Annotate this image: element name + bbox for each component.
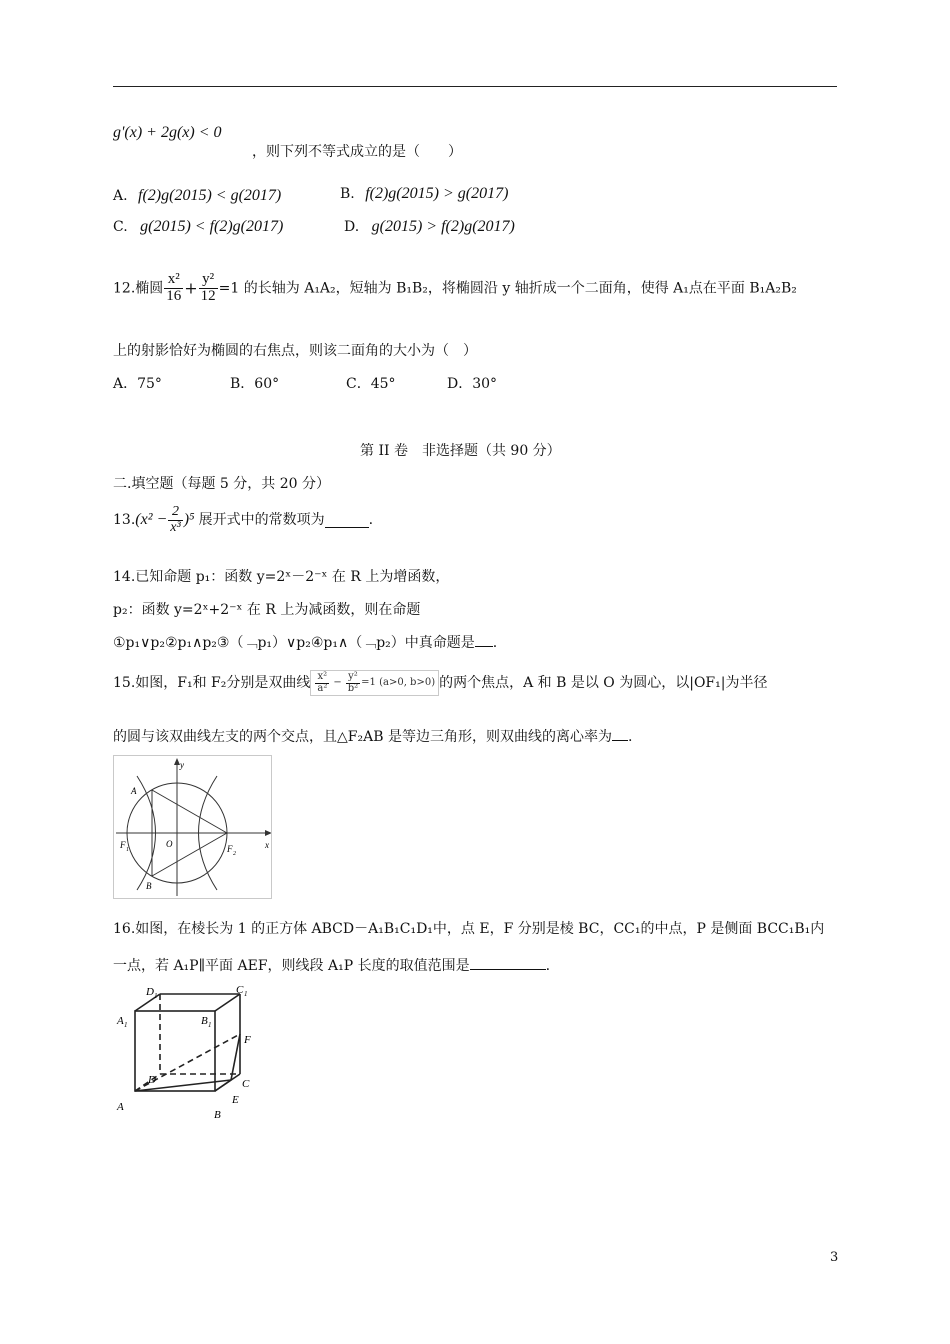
q11-option-b xyxy=(340,185,508,203)
q16-line1: 16.如图，在棱长为 1 的正方体 ABCD－A₁B₁C₁D₁中，点 E，F 分别是棱 BC，CC₁的中点，P 是侧面 BCC₁B₁内 xyxy=(113,921,825,937)
answer-blank[interactable] xyxy=(475,632,493,647)
q16-line2-text: 一点，若 A₁P∥平面 AEF，则线段 A₁P 长度的取值范围是 xyxy=(113,958,470,974)
label-c1-sub: 1 xyxy=(244,990,248,998)
label-e: E xyxy=(232,1094,239,1106)
label-d1: D xyxy=(146,986,154,998)
q11-option-d xyxy=(344,218,515,236)
hyperbola-diagram xyxy=(114,756,271,898)
q14-line2: p₂：函数 y=2ˣ+2⁻ˣ 在 R 上为减函数，则在命题 xyxy=(113,602,421,618)
label-o: O xyxy=(166,839,173,849)
option-expr: f(2)g(2015) < g(2017) xyxy=(138,187,282,204)
label-x: x xyxy=(265,840,269,850)
label-a1-sub: 1 xyxy=(124,1021,128,1029)
page-number: 3 xyxy=(830,1250,839,1265)
q12-option-b: B．60° xyxy=(230,376,280,392)
q12-fraction-y: $\frac{\text{y²}}{12}$ xyxy=(200,271,216,304)
q13-expr-close: )⁵ xyxy=(183,511,195,529)
label-y: y xyxy=(180,760,184,770)
label-c: C xyxy=(242,1078,250,1090)
label-b1-sub: 1 xyxy=(208,1021,212,1029)
label-a: A xyxy=(131,786,137,796)
q15-suffix: 的两个焦点，A 和 B 是以 O 为圆心，以|OF₁|为半径 xyxy=(439,675,768,691)
q12-option-d: D．30° xyxy=(447,376,498,392)
hyperbola-figure xyxy=(113,755,272,899)
answer-blank[interactable] xyxy=(470,955,546,970)
q15-line2 xyxy=(113,726,632,746)
q14-line3 xyxy=(113,632,497,652)
q15-prefix: 15.如图，F₁和 F₂分别是双曲线 xyxy=(113,675,311,691)
q16-end: . xyxy=(545,958,551,974)
cube-figure xyxy=(113,984,263,1124)
q15-line2-text: 的圆与该双曲线左支的两个交点，且△F₂AB 是等边三角形，则双曲线的离心率为 xyxy=(113,729,612,745)
q14-line3-text: ①p₁∨p₂②p₁∧p₂③（﹁p₁）∨p₂④p₁∧（﹁p₂）中真命题是 xyxy=(113,635,475,651)
q12-line1 xyxy=(113,272,797,305)
answer-blank[interactable] xyxy=(612,726,628,741)
label-a: A xyxy=(117,1101,124,1113)
q16-line2 xyxy=(113,955,550,975)
q12-suffix: =1 的长轴为 A₁A₂，短轴为 B₁B₂，将椭圆沿 y 轴折成一个二面角，使得 A₁点在平面 B₁A₂B₂ xyxy=(218,280,797,297)
q15-line1 xyxy=(113,670,767,696)
label-b1: B xyxy=(201,1015,208,1027)
label-f1-sub: 1 xyxy=(126,847,129,853)
label-f2-sub: 2 xyxy=(233,851,236,857)
section-subtitle: 二.填空题（每题 5 分，共 20 分） xyxy=(113,476,330,492)
q11-option-a xyxy=(113,187,281,205)
hyperbola-equation: $\frac{\text{x²}}{\text{a²}}$ − $\frac{\text{y²}}{\text{b²}}$ =1 (a>0, b>0) xyxy=(310,670,439,696)
option-label: B. xyxy=(340,186,355,202)
q11-condition: g'(x) + 2g(x) < 0 xyxy=(113,124,222,141)
option-label: C. xyxy=(113,219,128,235)
q15-end: . xyxy=(627,729,633,745)
label-b: B xyxy=(146,881,152,891)
q12-option-a: A．75° xyxy=(113,376,162,392)
label-c1: C xyxy=(236,984,244,996)
label-b: B xyxy=(214,1109,221,1121)
label-f: F xyxy=(244,1034,251,1046)
option-expr: g(2015) > f(2)g(2017) xyxy=(371,218,515,235)
q11-stem: ，则下列不等式成立的是（ ） xyxy=(252,144,462,160)
q13-expr-open: (x² − xyxy=(135,511,168,529)
label-d: D xyxy=(148,1074,156,1086)
q13-number: 13. xyxy=(113,512,136,529)
label-f2: F xyxy=(227,844,233,854)
q13 xyxy=(113,505,373,535)
q12-line2: 上的射影恰好为椭圆的右焦点，则该二面角的大小为（ ） xyxy=(113,343,477,359)
q13-end: . xyxy=(368,512,374,529)
answer-blank[interactable] xyxy=(325,513,369,528)
option-expr: f(2)g(2015) > g(2017) xyxy=(365,185,509,202)
q13-text: 展开式中的常数项为 xyxy=(198,512,325,529)
option-label: D. xyxy=(344,219,360,235)
option-label: A. xyxy=(113,188,128,204)
q12-prefix: 12.椭圆 xyxy=(113,280,164,297)
option-expr: g(2015) < f(2)g(2017) xyxy=(140,218,284,235)
label-d1-sub: 1 xyxy=(154,992,158,1000)
label-a1: A xyxy=(117,1015,124,1027)
header-rule xyxy=(113,86,837,87)
q14-line1: 14.已知命题 p₁：函数 y=2ˣ－2⁻ˣ 在 R 上为增函数， xyxy=(113,569,450,585)
section-title: 第 II 卷 非选择题（共 90 分） xyxy=(360,443,561,459)
plus-sign: + xyxy=(184,278,198,298)
cube-diagram xyxy=(113,984,263,1124)
q11-option-c xyxy=(113,218,283,236)
q14-end: . xyxy=(492,635,498,651)
label-f1: F xyxy=(120,840,126,850)
q12-fraction-x: $\frac{\text{x²}}{16}$ xyxy=(166,271,182,304)
q12-option-c: C．45° xyxy=(346,376,396,392)
q13-fraction: $\frac{2}{\text{x³}}$ xyxy=(170,504,181,535)
